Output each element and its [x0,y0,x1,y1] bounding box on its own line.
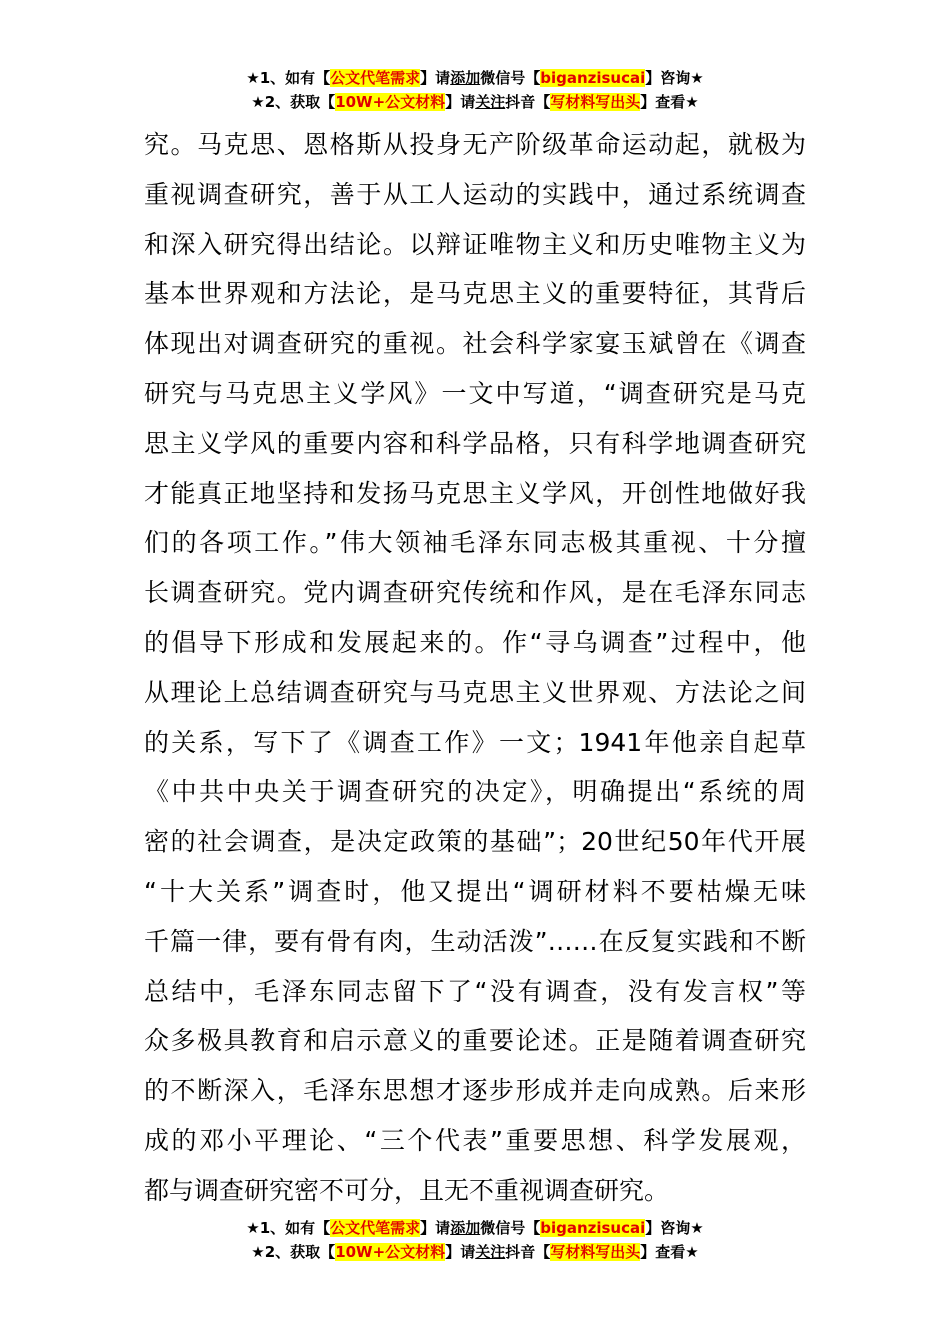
banner-underlined: 添加 [450,69,481,87]
text-line: 们的各项工作。”伟大领袖毛泽东同志极其重视、十分擅 [144,528,806,558]
banner-text: 】咨询★ [645,69,704,87]
text-line: 密的社会调查，是决定政策的基础”；20世纪50年代开展 [144,827,806,857]
banner-text: ★2、获取【 [251,93,336,111]
banner-text: 】咨询★ [645,1219,704,1237]
banner-text: 】请 [445,1243,476,1261]
banner-highlight: biganzisucai [540,69,646,87]
banner-text: 】查看★ [640,93,699,111]
text-line: 长调查研究。党内调查研究传统和作风，是在毛泽东同志 [144,578,806,608]
header-banner [0,66,950,114]
banner-underlined: 关注 [475,93,506,111]
banner-text: 微信号【 [480,69,541,87]
banner-highlight: 10W+公文材料 [335,93,446,111]
text-line: 基本世界观和方法论，是马克思主义的重要特征，其背后 [144,279,806,309]
text-line: 体现出对调查研究的重视。社会科学家宴玉斌曾在《调查 [144,329,806,359]
banner-underlined: 关注 [475,1243,506,1261]
text-line: 研究与马克思主义学风》一文中写道，“调查研究是马克 [144,378,806,408]
text-line: 千篇一律，要有骨有肉，生动活泼”……在反复实践和不断 [144,926,806,956]
text-line: 的不断深入，毛泽东思想才逐步形成并走向成熟。后来形 [144,1076,806,1106]
banner-text: 】请 [445,93,476,111]
banner-underlined: 添加 [450,1219,481,1237]
text-line: 的倡导下形成和发展起来的。作“寻乌调查”过程中，他 [144,627,806,657]
footer-banner [0,1216,950,1264]
banner-highlight: 10W+公文材料 [335,1243,446,1261]
body-paragraph [144,120,806,1216]
text-line: 才能真正地坚持和发扬马克思主义学风，开创性地做好我 [144,478,806,508]
banner-text: 】请 [420,69,451,87]
text-line: 和深入研究得出结论。以辩证唯物主义和历史唯物主义为 [144,229,806,259]
banner-line-1 [0,66,950,90]
text-line: 总结中，毛泽东同志留下了“没有调查，没有发言权”等 [144,976,806,1006]
text-line: 思主义学风的重要内容和科学品格，只有科学地调查研究 [144,428,806,458]
banner-highlight: 公文代笔需求 [330,69,421,87]
banner-text: 微信号【 [480,1219,541,1237]
text-line: 成的邓小平理论、“三个代表”重要思想、科学发展观， [144,1125,806,1155]
text-line: 都与调查研究密不可分，且无不重视调查研究。 [144,1175,670,1205]
banner-highlight: 公文代笔需求 [330,1219,421,1237]
text-line: “十大关系”调查时，他又提出“调研材料不要枯燥无味 [144,876,806,906]
banner-text: ★2、获取【 [251,1243,336,1261]
banner-text: 抖音【 [505,1243,551,1261]
banner-text: 】查看★ [640,1243,699,1261]
text-line: 从理论上总结调查研究与马克思主义世界观、方法论之间 [144,677,806,707]
banner-highlight: 写材料写出头 [550,1243,641,1261]
banner-highlight: 写材料写出头 [550,93,641,111]
text-line: 重视调查研究，善于从工人运动的实践中，通过系统调查 [144,179,806,209]
text-line: 的关系，写下了《调查工作》一文；1941年他亲自起草 [144,727,806,757]
banner-text: 抖音【 [505,93,551,111]
banner-highlight: biganzisucai [540,1219,646,1237]
banner-text: ★1、如有【 [246,69,331,87]
banner-line-1 [0,1216,950,1240]
banner-line-2 [0,90,950,114]
banner-text: 】请 [420,1219,451,1237]
text-line: 究。马克思、恩格斯从投身无产阶级革命运动起，就极为 [144,130,806,159]
text-line: 众多极具教育和启示意义的重要论述。正是随着调查研究 [144,1026,806,1056]
text-line: 《中共中央关于调查研究的决定》，明确提出“系统的周 [144,777,806,807]
banner-text: ★1、如有【 [246,1219,331,1237]
banner-line-2 [0,1240,950,1264]
